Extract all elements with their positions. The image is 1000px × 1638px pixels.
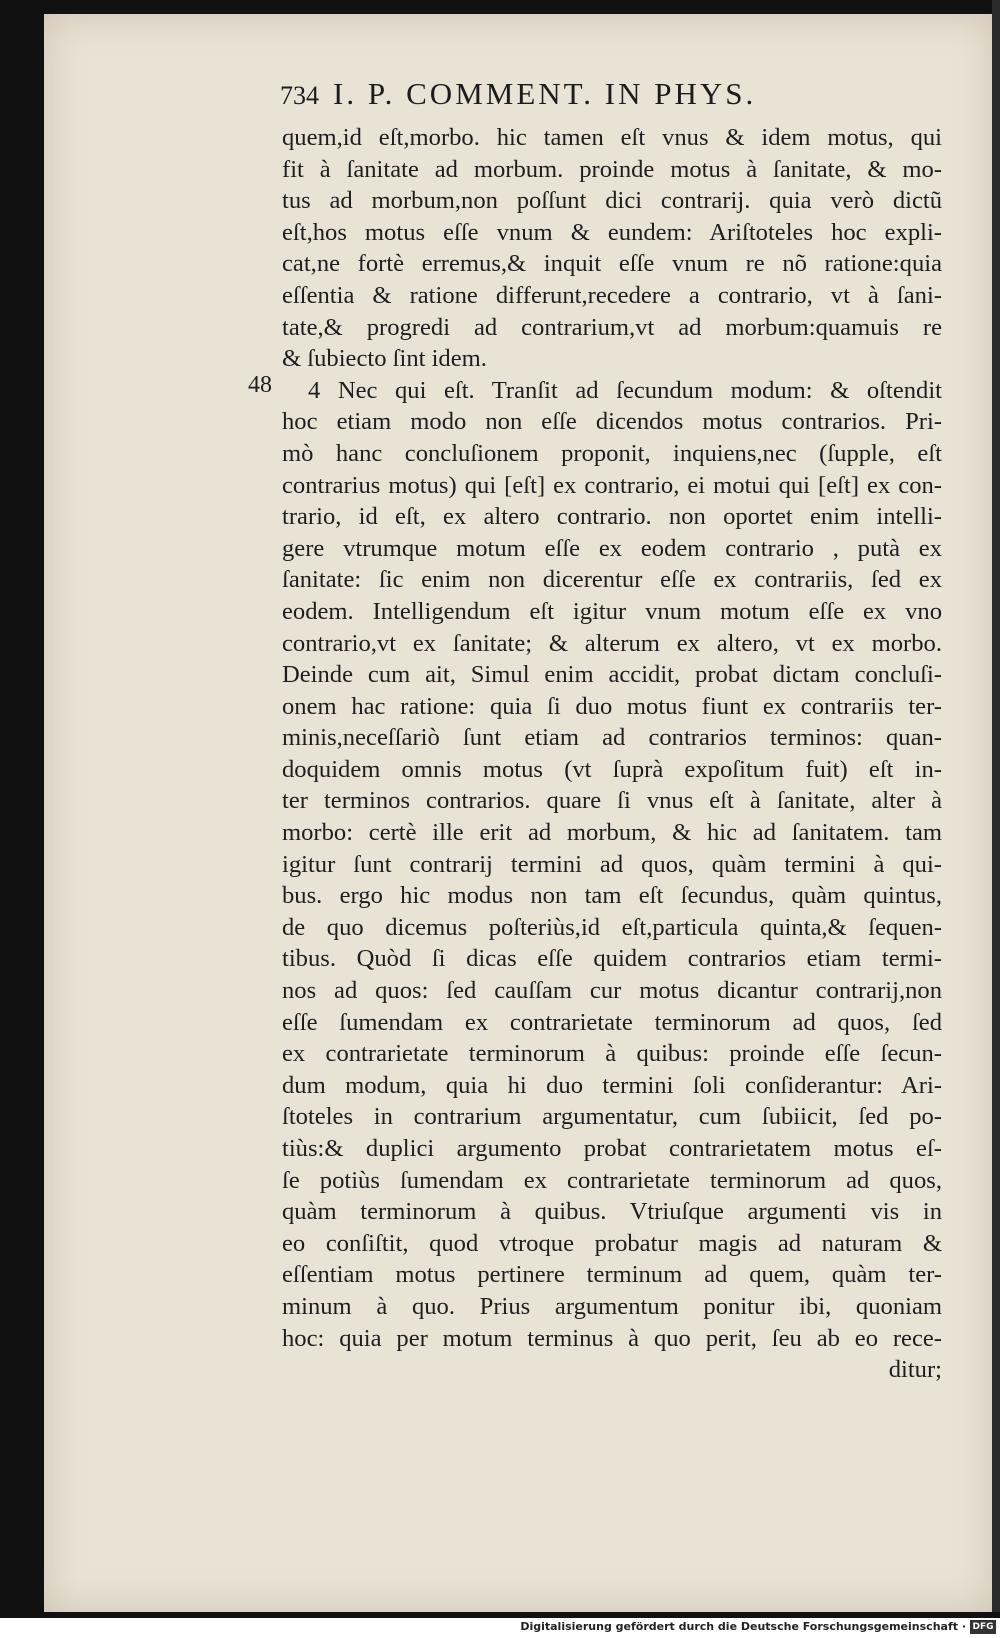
body-text (282, 122, 942, 1386)
dfg-logo: DFG (970, 1620, 996, 1634)
page-edge-shadow (992, 0, 1000, 1612)
text-line: hoc etiam modo non eſſe dicendos motus contrarios. Pri- (282, 408, 942, 436)
text-line: igitur ſunt contrarij termini ad quos, quàm termini à qui- (282, 850, 942, 878)
page-number: 734 (280, 81, 319, 110)
text-line: gere vtrumque motum eſſe ex eodem contrario , putà ex (282, 534, 942, 562)
text-line: dum modum, quia hi duo termini ſoli conſiderantur: Ari- (282, 1071, 942, 1099)
text-line: tiùs:& duplici argumento probat contrarietatem motus eſ- (282, 1135, 942, 1162)
text-line: trario, id eſt, ex altero contrario. non oportet enim intelli- (282, 503, 942, 531)
text-line: eſſe ſumendam ex contrarietate terminorum ad quos, ſed (282, 1008, 942, 1036)
text-line: onem hac ratione: quia ſi duo motus fiunt ex contrariis ter- (282, 692, 942, 720)
text-line: contrarius motus) qui [eſt] ex contrario, ei motui qui [eſt] ex con- (282, 471, 942, 499)
text-line: bus. ergo hic modus non tam eſt ſecundus, quàm quintus, (282, 882, 942, 910)
text-line: 4 Nec qui eſt. Tranſit ad ſecundum modum: & oſtendit (308, 376, 942, 404)
text-line: eſſentiam motus pertinere terminum ad quem, quàm ter- (282, 1261, 942, 1289)
text-line: de quo dicemus poſteriùs,id eſt,particula quinta,& ſequen- (282, 913, 942, 941)
text-line: hoc: quia per motum terminus à quo perit, ſeu ab eo rece- (282, 1324, 942, 1352)
text-line: cat,ne fortè erremus,& inquit eſſe vnum re nõ ratione:quia (282, 250, 942, 278)
text-line: quàm terminorum à quibus. Vtriuſque argumenti vis in (282, 1198, 942, 1226)
text-line: ſanitate: ſic enim non dicerentur eſſe ex contrariis, ſed ex (282, 566, 942, 594)
text-line: tus ad morbum,non poſſunt dici contrarij. quia verò dictũ (282, 187, 942, 215)
text-line: minum à quo. Prius argumentum ponitur ibi, quoniam (282, 1292, 942, 1320)
text-line: morbo: certè ille erit ad morbum, & hic ad ſanitatem. tam (282, 819, 942, 847)
running-title: I. P. COMMENT. IN PHYS. (333, 76, 757, 111)
text-line: nos ad quos: ſed cauſſam cur motus dicantur contrarij,non (282, 977, 942, 1005)
text-line: ter terminos contrarios. quare ſi vnus eſt à ſanitate, alter à (282, 787, 942, 815)
text-line: quem,id eſt,morbo. hic tamen eſt vnus & idem motus, qui (282, 124, 942, 151)
text-line: eſſentia & ratione differunt,recedere a contrario, vt à ſani- (282, 281, 942, 309)
text-line: mò hanc concluſionem proponit, inquiens,nec (ſupple, eſt (282, 439, 942, 467)
running-head (280, 76, 920, 112)
text-line: ſtoteles in contrarium argumentatur, cum ſubiicit, ſed po- (282, 1103, 942, 1131)
text-line: eo conſiſtit, quod vtroque probatur magis ad naturam & (282, 1229, 942, 1257)
text-line: contrario,vt ex ſanitate; & alterum ex altero, vt ex morbo. (282, 629, 942, 657)
text-line: fit à ſanitate ad morbum. proinde motus à ſanitate, & mo- (282, 155, 942, 183)
text-line: tate,& progredi ad contrarium,vt ad morbum:quamuis re (282, 313, 942, 341)
catchword: ditur; (888, 1356, 942, 1384)
text-line: eſt,hos motus eſſe vnum & eundem: Ariſtoteles hoc expli- (282, 218, 942, 246)
text-line: ex contrarietate terminorum à quibus: proinde eſſe ſecun- (282, 1040, 942, 1068)
text-line: eodem. Intelligendum eſt igitur vnum motum eſſe ex vno (282, 597, 942, 625)
text-line: Deinde cum ait, Simul enim accidit, probat dictam concluſi- (282, 661, 942, 689)
text-line: doquidem omnis motus (vt ſuprà expoſitum fuit) eſt in- (282, 755, 942, 783)
margin-number: 48 (248, 372, 272, 398)
text-line: & ſubiecto ſint idem. (282, 345, 487, 373)
text-line: ſe potiùs ſumendam ex contrarietate terminorum ad quos, (282, 1166, 942, 1194)
text-line: minis,neceſſariò ſunt etiam ad contrarios terminos: quan- (282, 724, 942, 752)
text-line: tibus. Quòd ſi dicas eſſe quidem contrarios etiam termi- (282, 945, 942, 973)
funding-notice: Digitalisierung gefördert durch die Deutsche Forschungsgemeinschaft · (520, 1620, 966, 1633)
